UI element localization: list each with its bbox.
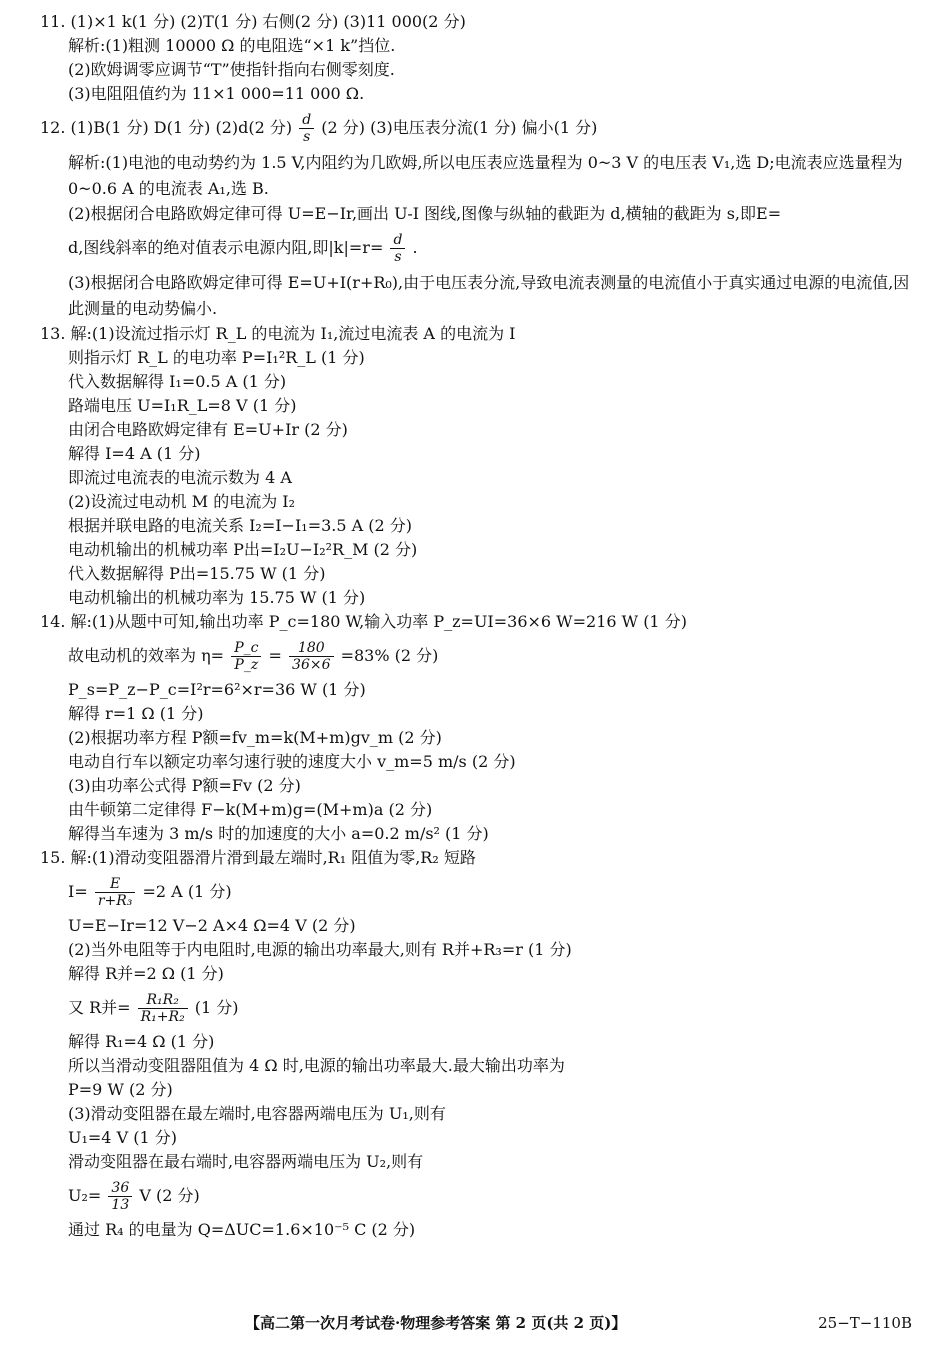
q15-current-result: =2 A (1 分) — [142, 882, 232, 901]
q15-current-fraction-denominator: r+R₃ — [97, 893, 133, 909]
q13-line-3: 代入数据解得 I₁=0.5 A (1 分) — [68, 372, 287, 391]
q13-line-2: 则指示灯 R_L 的电功率 P=I₁²R_L (1 分) — [68, 348, 365, 367]
q14-line-5: (2)根据功率方程 P额=fv_m=k(M+m)gv_m (2 分) — [68, 728, 442, 747]
q12-explanation-3-end: . — [412, 238, 418, 257]
q14-efficiency-result: =83% (2 分) — [340, 646, 439, 665]
q14-line-8: 由牛顿第二定律得 F−k(M+m)g=(M+m)a (2 分) — [68, 800, 433, 819]
footer-code: 25−T−110B — [818, 1314, 912, 1332]
q15-u2-label: U₂= — [68, 1186, 102, 1205]
q15-parallel-score: (1 分) — [194, 998, 239, 1017]
q11-explanation-2: (2)欧姆调零应调节“T”使指针指向右侧零刻度. — [68, 60, 395, 79]
q15-line-1: 15. 解:(1)滑动变阻器滑片滑到最左端时,R₁ 阻值为零,R₂ 短路 — [40, 848, 476, 867]
q12-explanation-3 — [40, 226, 918, 270]
q11-explanation-3: (3)电阻阻值约为 11×1 000=11 000 Ω. — [68, 84, 365, 103]
answer-sheet-page — [40, 10, 918, 1242]
q15-line-13 — [40, 1174, 918, 1218]
q15-current-fraction-numerator: E — [95, 876, 136, 893]
q14-line-1: 14. 解:(1)从题中可知,输出功率 P_c=180 W,输入功率 P_z=UI=36×6 W=216 W (1 分) — [40, 612, 687, 631]
q12-explanation-2: (2)根据闭合电路欧姆定律可得 U=E−Ir,画出 U-I 图线,图像与纵轴的截距为 d,横轴的截距为 s,即E= — [68, 204, 782, 223]
q15-line-7: 解得 R₁=4 Ω (1 分) — [68, 1032, 215, 1051]
q14-line-4: 解得 r=1 Ω (1 分) — [68, 704, 204, 723]
q15-line-3: U=E−Ir=12 V−2 A×4 Ω=4 V (2 分) — [68, 916, 356, 935]
q15-current-label: I= — [68, 882, 88, 901]
q14-fraction-2 — [289, 640, 333, 673]
q12-fraction-denominator: s — [303, 129, 311, 145]
q15-line-4: (2)当外电阻等于内电阻时,电源的输出功率最大,则有 R并+R₃=r (1 分) — [68, 940, 572, 959]
q12-fraction — [299, 112, 314, 145]
q13-line-6: 解得 I=4 A (1 分) — [68, 444, 201, 463]
q15-line-8: 所以当滑动变阻器阻值为 4 Ω 时,电源的输出功率最大.最大输出功率为 — [68, 1056, 565, 1075]
q15-line-10: (3)滑动变阻器在最左端时,电容器两端电压为 U₁,则有 — [68, 1104, 446, 1123]
q12-explanation-fraction-denominator: s — [394, 249, 402, 265]
q15-parallel-fraction-denominator: R₁+R₂ — [140, 1009, 185, 1025]
q12-explanation-fraction — [390, 232, 405, 265]
question-14 — [40, 610, 918, 846]
q15-parallel-fraction — [138, 992, 188, 1025]
q13-line-8: (2)设流过电动机 M 的电流为 I₂ — [68, 492, 296, 511]
q12-answer-part-2: (2 分) (3)电压表分流(1 分) 偏小(1 分) — [321, 118, 598, 137]
q13-line-4: 路端电压 U=I₁R_L=8 V (1 分) — [68, 396, 297, 415]
q12-answer — [40, 106, 918, 150]
q15-line-11: U₁=4 V (1 分) — [68, 1128, 177, 1147]
q13-line-5: 由闭合电路欧姆定律有 E=U+Ir (2 分) — [68, 420, 348, 439]
q11-explanation-1: 解析:(1)粗测 10000 Ω 的电阻选“×1 k”挡位. — [68, 36, 396, 55]
q12-explanation-1: 解析:(1)电池的电动势约为 1.5 V,内阻约为几欧姆,所以电压表应选量程为 0~3 V 的电压表 V₁,选 D;电流表应选量程为 0~0.6 A 的电流表 A₁,选 B. — [68, 153, 903, 198]
question-13 — [40, 322, 918, 610]
page-footer — [0, 1311, 950, 1335]
q14-fraction-1 — [231, 640, 261, 673]
q15-u2-fraction-numerator: 36 — [108, 1180, 132, 1197]
q14-efficiency-label: 故电动机的效率为 η= — [68, 646, 225, 665]
footer-title: 【高二第一次月考试卷·物理参考答案 第 2 页(共 2 页)】 — [245, 1314, 627, 1332]
q13-line-9: 根据并联电路的电流关系 I₂=I−I₁=3.5 A (2 分) — [68, 516, 413, 535]
q13-line-7: 即流过电流表的电流示数为 4 A — [68, 468, 292, 487]
q15-u2-fraction-denominator: 13 — [111, 1197, 130, 1213]
q14-line-6: 电动自行车以额定功率匀速行驶的速度大小 v_m=5 m/s (2 分) — [68, 752, 516, 771]
question-12 — [40, 106, 918, 322]
q14-equals: = — [268, 646, 282, 665]
q15-line-5: 解得 R并=2 Ω (1 分) — [68, 964, 224, 983]
q15-line-9: P=9 W (2 分) — [68, 1080, 173, 1099]
q12-explanation-fraction-numerator: d — [390, 232, 405, 249]
q15-parallel-label: 又 R并= — [68, 998, 131, 1017]
q14-fraction-2-denominator: 36×6 — [292, 657, 331, 673]
q15-line-6 — [40, 986, 918, 1030]
question-15 — [40, 846, 918, 1242]
q12-explanation-3-text: d,图线斜率的绝对值表示电源内阻,即|k|=r= — [68, 238, 384, 257]
q14-line-7: (3)由功率公式得 P额=Fv (2 分) — [68, 776, 301, 795]
q15-line-12: 滑动变阻器在最右端时,电容器两端电压为 U₂,则有 — [68, 1152, 424, 1171]
q12-answer-part-1: 12. (1)B(1 分) D(1 分) (2)d(2 分) — [40, 118, 293, 137]
q14-line-3: P_s=P_z−P_c=I²r=6²×r=36 W (1 分) — [68, 680, 366, 699]
q15-u2-fraction — [108, 1180, 132, 1213]
question-11 — [40, 10, 918, 106]
q12-fraction-numerator: d — [299, 112, 314, 129]
q15-current-fraction — [95, 876, 136, 909]
q13-line-12: 电动机输出的机械功率为 15.75 W (1 分) — [68, 588, 366, 607]
q14-fraction-1-numerator: P_c — [231, 640, 261, 657]
q15-u2-result: V (2 分) — [139, 1186, 200, 1205]
q13-line-11: 代入数据解得 P出=15.75 W (1 分) — [68, 564, 326, 583]
q13-line-1: 13. 解:(1)设流过指示灯 R_L 的电流为 I₁,流过电流表 A 的电流为 I — [40, 324, 516, 343]
q14-fraction-1-denominator: P_z — [234, 657, 259, 673]
q15-line-2 — [40, 870, 918, 914]
q12-explanation-4: (3)根据闭合电路欧姆定律可得 E=U+I(r+R₀),由于电压表分流,导致电流表测量的电流值小于真实通过电源的电流值,因此测量的电动势偏小. — [68, 273, 910, 318]
q14-line-2 — [40, 634, 918, 678]
q15-parallel-fraction-numerator: R₁R₂ — [138, 992, 188, 1009]
q15-line-14: 通过 R₄ 的电量为 Q=ΔUC=1.6×10⁻⁵ C (2 分) — [68, 1220, 416, 1239]
q14-line-9: 解得当车速为 3 m/s 时的加速度的大小 a=0.2 m/s² (1 分) — [68, 824, 489, 843]
q11-answer: 11. (1)×1 k(1 分) (2)T(1 分) 右侧(2 分) (3)11 000(2 分) — [40, 12, 466, 31]
q13-line-10: 电动机输出的机械功率 P出=I₂U−I₂²R_M (2 分) — [68, 540, 418, 559]
q14-fraction-2-numerator: 180 — [289, 640, 333, 657]
